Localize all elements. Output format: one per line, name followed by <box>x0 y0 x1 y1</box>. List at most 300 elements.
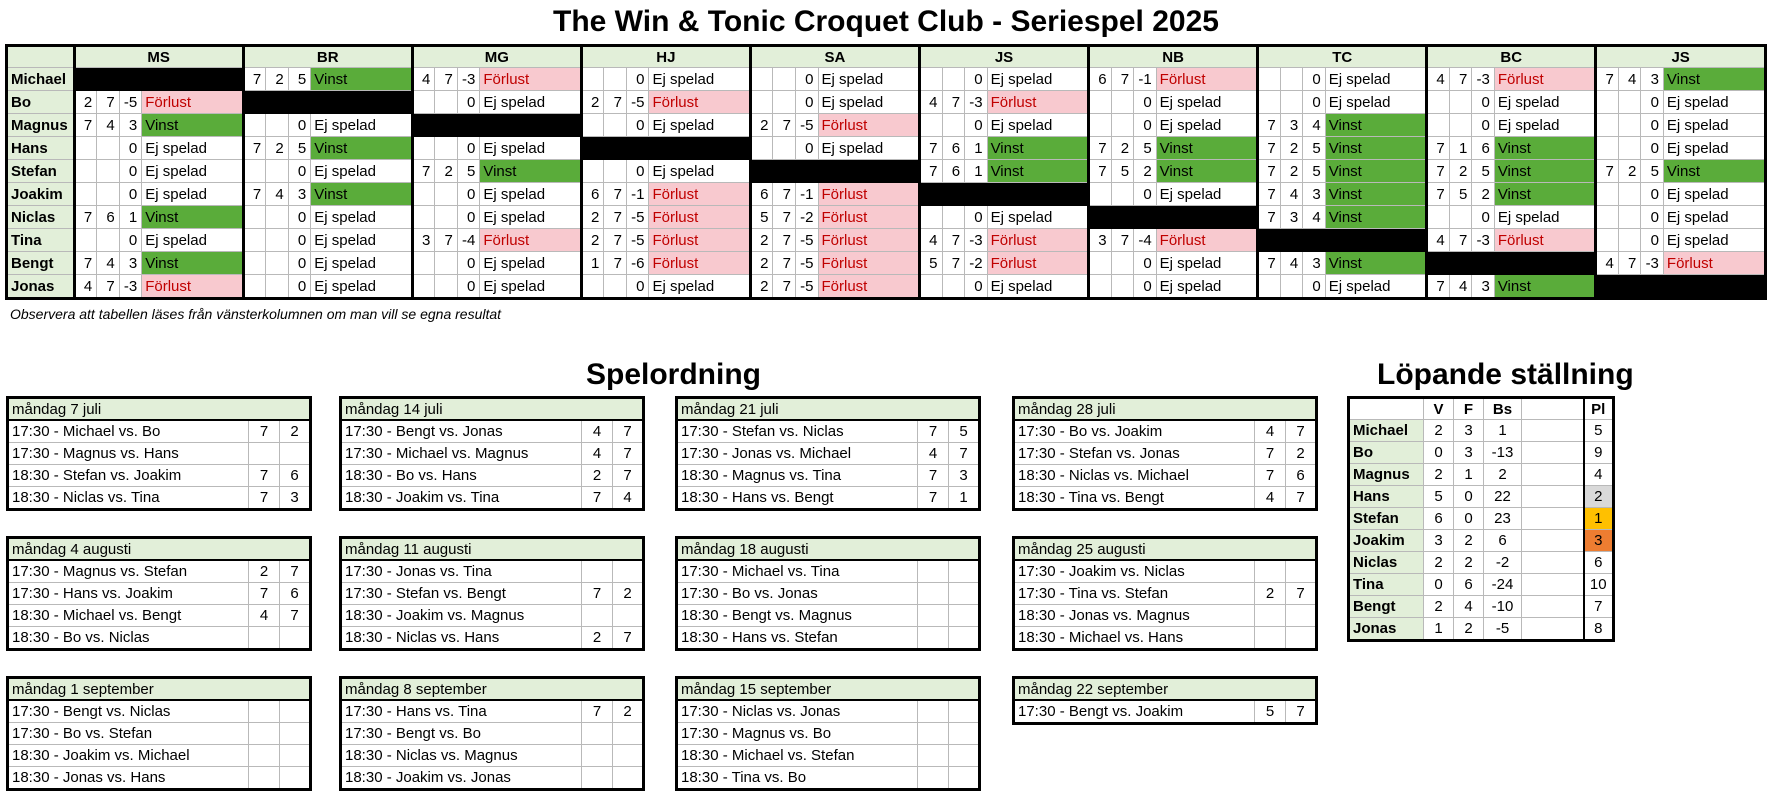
points-against: 4 <box>1449 275 1472 299</box>
points-for <box>74 229 97 252</box>
points-for: 7 <box>1258 137 1281 160</box>
points-for: 7 <box>1427 137 1450 160</box>
points-for: 2 <box>750 229 773 252</box>
score-away <box>613 745 644 767</box>
match-result: Förlust <box>818 183 919 206</box>
match-result: Förlust <box>1156 68 1258 91</box>
match-label: 18:30 - Hans vs. Bengt <box>677 487 918 510</box>
match-result: Ej spelad <box>480 137 582 160</box>
points-against <box>1111 252 1134 275</box>
score-away: 7 <box>613 420 644 443</box>
match-result: Ej spelad <box>142 137 243 160</box>
standings-point-balance: 2 <box>1484 464 1522 486</box>
standings-header-pl: Pl <box>1584 398 1614 420</box>
match-result: Förlust <box>142 91 243 114</box>
points-for: 7 <box>243 68 266 91</box>
match-result: Ej spelad <box>987 68 1089 91</box>
standings-point-balance: -2 <box>1484 552 1522 574</box>
points-against <box>604 68 627 91</box>
points-against <box>942 206 965 229</box>
point-diff: 3 <box>1303 252 1326 275</box>
points-against: 2 <box>435 160 458 183</box>
score-home: 4 <box>249 605 280 627</box>
point-diff: 0 <box>1472 91 1495 114</box>
score-home: 2 <box>249 560 280 583</box>
point-diff: 4 <box>1303 206 1326 229</box>
point-diff: 0 <box>119 137 142 160</box>
score-home <box>249 443 280 465</box>
player-name: Jonas <box>7 275 75 299</box>
match-row <box>341 583 644 605</box>
points-against: 4 <box>1280 183 1303 206</box>
score-home: 7 <box>918 420 949 443</box>
points-against <box>266 275 289 299</box>
score-home: 7 <box>249 465 280 487</box>
point-diff: 0 <box>965 68 988 91</box>
standings-placement: 2 <box>1584 486 1614 508</box>
match-row <box>8 745 311 767</box>
standings-table <box>1347 396 1615 642</box>
match-row <box>341 627 644 650</box>
match-result: Förlust <box>480 229 582 252</box>
points-for <box>74 160 97 183</box>
match-label: 17:30 - Bo vs. Joakim <box>1014 420 1255 443</box>
match-result: Ej spelad <box>649 160 750 183</box>
match-day-header-row <box>8 398 311 421</box>
points-for: 7 <box>1427 183 1450 206</box>
match-row <box>1014 487 1317 510</box>
score-home <box>1255 627 1286 650</box>
score-home: 7 <box>1255 443 1286 465</box>
match-result: Vinst <box>1494 137 1596 160</box>
match-row <box>1014 627 1317 650</box>
match-label: 18:30 - Niclas vs. Tina <box>8 487 249 510</box>
point-diff: 5 <box>288 137 311 160</box>
match-label: 18:30 - Jonas vs. Magnus <box>1014 605 1255 627</box>
match-day-date: måndag 18 augusti <box>677 538 980 561</box>
match-day-date: måndag 22 september <box>1014 678 1317 701</box>
results-column-header: NB <box>1089 46 1258 68</box>
match-result: Ej spelad <box>142 229 243 252</box>
score-away: 3 <box>280 487 311 510</box>
match-day-block <box>1012 536 1318 651</box>
points-for <box>1258 275 1281 299</box>
score-home: 4 <box>1255 420 1286 443</box>
point-diff: -5 <box>795 229 818 252</box>
point-diff: -3 <box>965 229 988 252</box>
points-for: 2 <box>74 91 97 114</box>
match-day-block <box>1012 396 1318 511</box>
match-label: 18:30 - Tina vs. Bengt <box>1014 487 1255 510</box>
score-home: 7 <box>249 420 280 443</box>
standings-player-name: Michael <box>1349 420 1424 442</box>
points-for <box>1596 114 1619 137</box>
match-day-block <box>675 676 981 791</box>
points-against <box>435 252 458 275</box>
standings-point-balance: 1 <box>1484 420 1522 442</box>
point-diff: -5 <box>795 114 818 137</box>
match-result: Ej spelad <box>1663 114 1765 137</box>
points-for: 6 <box>750 183 773 206</box>
points-for: 2 <box>581 229 604 252</box>
point-diff: 0 <box>795 68 818 91</box>
player-name: Niclas <box>7 206 75 229</box>
standings-player-name: Magnus <box>1349 464 1424 486</box>
standings-player-name: Bengt <box>1349 596 1424 618</box>
points-against <box>1111 114 1134 137</box>
point-diff: -3 <box>1641 252 1664 275</box>
match-label: 18:30 - Joakim vs. Michael <box>8 745 249 767</box>
points-for <box>1596 183 1619 206</box>
points-for: 7 <box>1089 160 1112 183</box>
points-against <box>942 114 965 137</box>
standings-header-gap <box>1522 398 1584 420</box>
points-for: 7 <box>919 160 942 183</box>
standings-gap <box>1522 552 1584 574</box>
points-for: 4 <box>919 91 942 114</box>
score-away <box>280 700 311 723</box>
points-for: 7 <box>1089 137 1112 160</box>
point-diff: 0 <box>1134 91 1157 114</box>
point-diff: -5 <box>626 206 649 229</box>
score-home <box>249 745 280 767</box>
match-result: Ej spelad <box>480 252 582 275</box>
points-against: 2 <box>1449 160 1472 183</box>
point-diff: 0 <box>288 275 311 299</box>
results-column-header: BC <box>1427 46 1596 68</box>
score-away: 6 <box>280 583 311 605</box>
match-result: Ej spelad <box>480 275 582 299</box>
point-diff: 0 <box>1641 91 1664 114</box>
score-away <box>280 723 311 745</box>
match-label: 17:30 - Bengt vs. Joakim <box>1014 700 1255 724</box>
match-row <box>677 723 980 745</box>
results-column-header: SA <box>750 46 919 68</box>
score-home <box>918 700 949 723</box>
score-away: 6 <box>1286 465 1317 487</box>
points-against: 4 <box>1280 252 1303 275</box>
standings-player-name: Niclas <box>1349 552 1424 574</box>
results-row <box>7 91 1766 114</box>
score-home: 7 <box>918 465 949 487</box>
points-for <box>412 183 435 206</box>
score-away <box>280 745 311 767</box>
point-diff: 0 <box>965 206 988 229</box>
points-against: 7 <box>435 229 458 252</box>
point-diff: 0 <box>1134 252 1157 275</box>
point-diff: -3 <box>965 91 988 114</box>
score-away: 4 <box>613 487 644 510</box>
points-for <box>243 252 266 275</box>
score-away: 2 <box>280 420 311 443</box>
point-diff: 1 <box>965 160 988 183</box>
match-row <box>8 723 311 745</box>
points-against: 6 <box>942 137 965 160</box>
score-home <box>1255 560 1286 583</box>
point-diff: 5 <box>1134 137 1157 160</box>
match-day-header-row <box>8 538 311 561</box>
match-row <box>8 443 311 465</box>
match-label: 17:30 - Magnus vs. Bo <box>677 723 918 745</box>
match-result: Vinst <box>1325 252 1426 275</box>
score-home <box>249 627 280 650</box>
point-diff: 0 <box>288 206 311 229</box>
match-label: 17:30 - Bengt vs. Niclas <box>8 700 249 723</box>
standings-gap <box>1522 442 1584 464</box>
points-against: 7 <box>942 229 965 252</box>
points-for <box>1089 183 1112 206</box>
point-diff: 0 <box>288 160 311 183</box>
match-row <box>677 745 980 767</box>
points-against <box>266 206 289 229</box>
points-for: 4 <box>412 68 435 91</box>
points-for: 7 <box>243 137 266 160</box>
match-row <box>677 700 980 723</box>
points-for: 7 <box>243 183 266 206</box>
score-away <box>949 583 980 605</box>
score-away: 7 <box>613 465 644 487</box>
standings-gap <box>1522 574 1584 596</box>
points-for: 3 <box>412 229 435 252</box>
standings-row <box>1349 618 1614 641</box>
match-row <box>1014 700 1317 724</box>
point-diff: 0 <box>1641 183 1664 206</box>
point-diff: 5 <box>1641 160 1664 183</box>
match-result: Vinst <box>1325 114 1426 137</box>
standings-header-bs: Bs <box>1484 398 1522 420</box>
points-against: 7 <box>773 114 796 137</box>
match-result: Ej spelad <box>1156 91 1258 114</box>
standings-losses: 2 <box>1454 552 1484 574</box>
point-diff: -2 <box>795 206 818 229</box>
match-result: Förlust <box>818 275 919 299</box>
table-note: Observera att tabellen läses från vänsterkolumnen om man vill se egna resultat <box>10 306 502 322</box>
match-result: Vinst <box>1325 160 1426 183</box>
match-day-header-row <box>1014 538 1317 561</box>
points-against: 7 <box>604 252 627 275</box>
standings-row <box>1349 574 1614 596</box>
point-diff: -3 <box>457 68 480 91</box>
results-column-header: TC <box>1258 46 1427 68</box>
points-against <box>1111 91 1134 114</box>
match-day-date: måndag 1 september <box>8 678 311 701</box>
point-diff: 0 <box>457 137 480 160</box>
score-home: 7 <box>582 583 613 605</box>
match-label: 18:30 - Magnus vs. Tina <box>677 465 918 487</box>
points-against: 7 <box>773 252 796 275</box>
points-against <box>97 183 120 206</box>
results-column-header: JS <box>1596 46 1766 68</box>
points-against <box>942 275 965 299</box>
score-away: 3 <box>949 465 980 487</box>
results-column-header: JS <box>919 46 1088 68</box>
points-for <box>919 275 942 299</box>
standings-point-balance: -5 <box>1484 618 1522 641</box>
match-day-header-row <box>341 538 644 561</box>
match-result: Vinst <box>1156 160 1258 183</box>
standings-gap <box>1522 486 1584 508</box>
points-against <box>604 114 627 137</box>
score-home: 2 <box>1255 583 1286 605</box>
match-label: 17:30 - Stefan vs. Jonas <box>1014 443 1255 465</box>
score-away: 7 <box>613 627 644 650</box>
match-result: Ej spelad <box>987 114 1089 137</box>
point-diff: 5 <box>1303 160 1326 183</box>
score-away <box>280 443 311 465</box>
match-label: 18:30 - Bo vs. Niclas <box>8 627 249 650</box>
results-column-header: BR <box>243 46 412 68</box>
match-result: Ej spelad <box>1494 114 1596 137</box>
points-against <box>266 252 289 275</box>
match-day-date: måndag 28 juli <box>1014 398 1317 421</box>
points-for: 3 <box>1089 229 1112 252</box>
match-day-block <box>6 536 312 651</box>
match-result: Ej spelad <box>480 91 582 114</box>
page-title: The Win & Tonic Croquet Club - Seriespel 2025 <box>553 5 1219 38</box>
points-for: 7 <box>1427 160 1450 183</box>
score-away <box>1286 560 1317 583</box>
points-against: 7 <box>1618 252 1641 275</box>
match-day-header-row <box>8 678 311 701</box>
points-for <box>74 137 97 160</box>
match-result: Vinst <box>1663 68 1765 91</box>
points-for: 7 <box>1258 252 1281 275</box>
points-against <box>266 114 289 137</box>
points-against <box>97 229 120 252</box>
standings-row <box>1349 530 1614 552</box>
standings-row <box>1349 552 1614 574</box>
player-name: Bo <box>7 91 75 114</box>
match-label: 18:30 - Michael vs. Hans <box>1014 627 1255 650</box>
points-against <box>1618 137 1641 160</box>
points-for: 4 <box>1596 252 1619 275</box>
match-row <box>677 560 980 583</box>
match-row <box>8 420 311 443</box>
match-result: Vinst <box>480 160 582 183</box>
match-row <box>341 723 644 745</box>
points-for <box>243 275 266 299</box>
match-row <box>1014 583 1317 605</box>
score-home <box>249 700 280 723</box>
match-result: Ej spelad <box>1156 114 1258 137</box>
match-label: 18:30 - Joakim vs. Tina <box>341 487 582 510</box>
score-home <box>918 723 949 745</box>
standings-header-row <box>1349 398 1614 420</box>
match-row <box>341 767 644 790</box>
points-for: 7 <box>1258 114 1281 137</box>
match-label: 17:30 - Magnus vs. Stefan <box>8 560 249 583</box>
match-result: Vinst <box>311 137 413 160</box>
score-away <box>613 723 644 745</box>
match-label: 17:30 - Tina vs. Stefan <box>1014 583 1255 605</box>
points-against <box>1618 206 1641 229</box>
standings-placement: 8 <box>1584 618 1614 641</box>
match-row <box>341 700 644 723</box>
points-against: 7 <box>97 275 120 299</box>
points-for: 2 <box>750 275 773 299</box>
score-home: 5 <box>1255 700 1286 724</box>
match-row <box>341 443 644 465</box>
points-against <box>1111 275 1134 299</box>
point-diff: 3 <box>119 252 142 275</box>
match-row <box>8 487 311 510</box>
point-diff: 0 <box>119 183 142 206</box>
points-for <box>412 91 435 114</box>
score-away <box>949 605 980 627</box>
score-home <box>249 767 280 790</box>
point-diff: 0 <box>965 275 988 299</box>
match-label: 17:30 - Bengt vs. Bo <box>341 723 582 745</box>
score-home <box>582 767 613 790</box>
points-for <box>1089 252 1112 275</box>
match-label: 18:30 - Joakim vs. Jonas <box>341 767 582 790</box>
match-label: 18:30 - Niclas vs. Michael <box>1014 465 1255 487</box>
match-row <box>677 465 980 487</box>
score-away <box>613 767 644 790</box>
score-away <box>949 723 980 745</box>
points-against <box>266 160 289 183</box>
points-for <box>1258 68 1281 91</box>
player-name: Bengt <box>7 252 75 275</box>
standings-wins: 0 <box>1424 442 1454 464</box>
points-for: 7 <box>1258 206 1281 229</box>
standings-row <box>1349 464 1614 486</box>
score-home: 7 <box>249 487 280 510</box>
standings-row <box>1349 420 1614 442</box>
points-against: 4 <box>97 114 120 137</box>
score-away: 7 <box>1286 700 1317 724</box>
standings-point-balance: 23 <box>1484 508 1522 530</box>
points-for <box>1089 114 1112 137</box>
score-away <box>949 560 980 583</box>
points-against: 7 <box>1449 229 1472 252</box>
standings-point-balance: 6 <box>1484 530 1522 552</box>
score-home <box>1255 605 1286 627</box>
self-match-blank <box>1596 275 1766 299</box>
points-against <box>1449 114 1472 137</box>
points-against <box>1618 229 1641 252</box>
score-home: 7 <box>582 700 613 723</box>
match-day-header-row <box>1014 678 1317 701</box>
points-against <box>942 68 965 91</box>
points-against: 2 <box>266 68 289 91</box>
point-diff: -1 <box>1134 68 1157 91</box>
point-diff: 3 <box>119 114 142 137</box>
standings-title: Löpande ställning <box>1377 358 1634 391</box>
match-result: Ej spelad <box>311 206 413 229</box>
score-away: 2 <box>613 583 644 605</box>
player-name: Hans <box>7 137 75 160</box>
point-diff: 0 <box>1472 206 1495 229</box>
point-diff: 0 <box>626 68 649 91</box>
point-diff: -5 <box>119 91 142 114</box>
match-result: Ej spelad <box>818 137 919 160</box>
match-row <box>677 583 980 605</box>
points-against: 6 <box>942 160 965 183</box>
points-for <box>581 275 604 299</box>
point-diff: 6 <box>1472 137 1495 160</box>
match-row <box>8 465 311 487</box>
points-for <box>1089 91 1112 114</box>
score-away: 7 <box>613 443 644 465</box>
score-home: 4 <box>582 420 613 443</box>
points-against <box>435 206 458 229</box>
match-row <box>8 767 311 790</box>
score-home: 2 <box>582 465 613 487</box>
points-for <box>919 206 942 229</box>
points-against <box>97 137 120 160</box>
match-row <box>8 700 311 723</box>
